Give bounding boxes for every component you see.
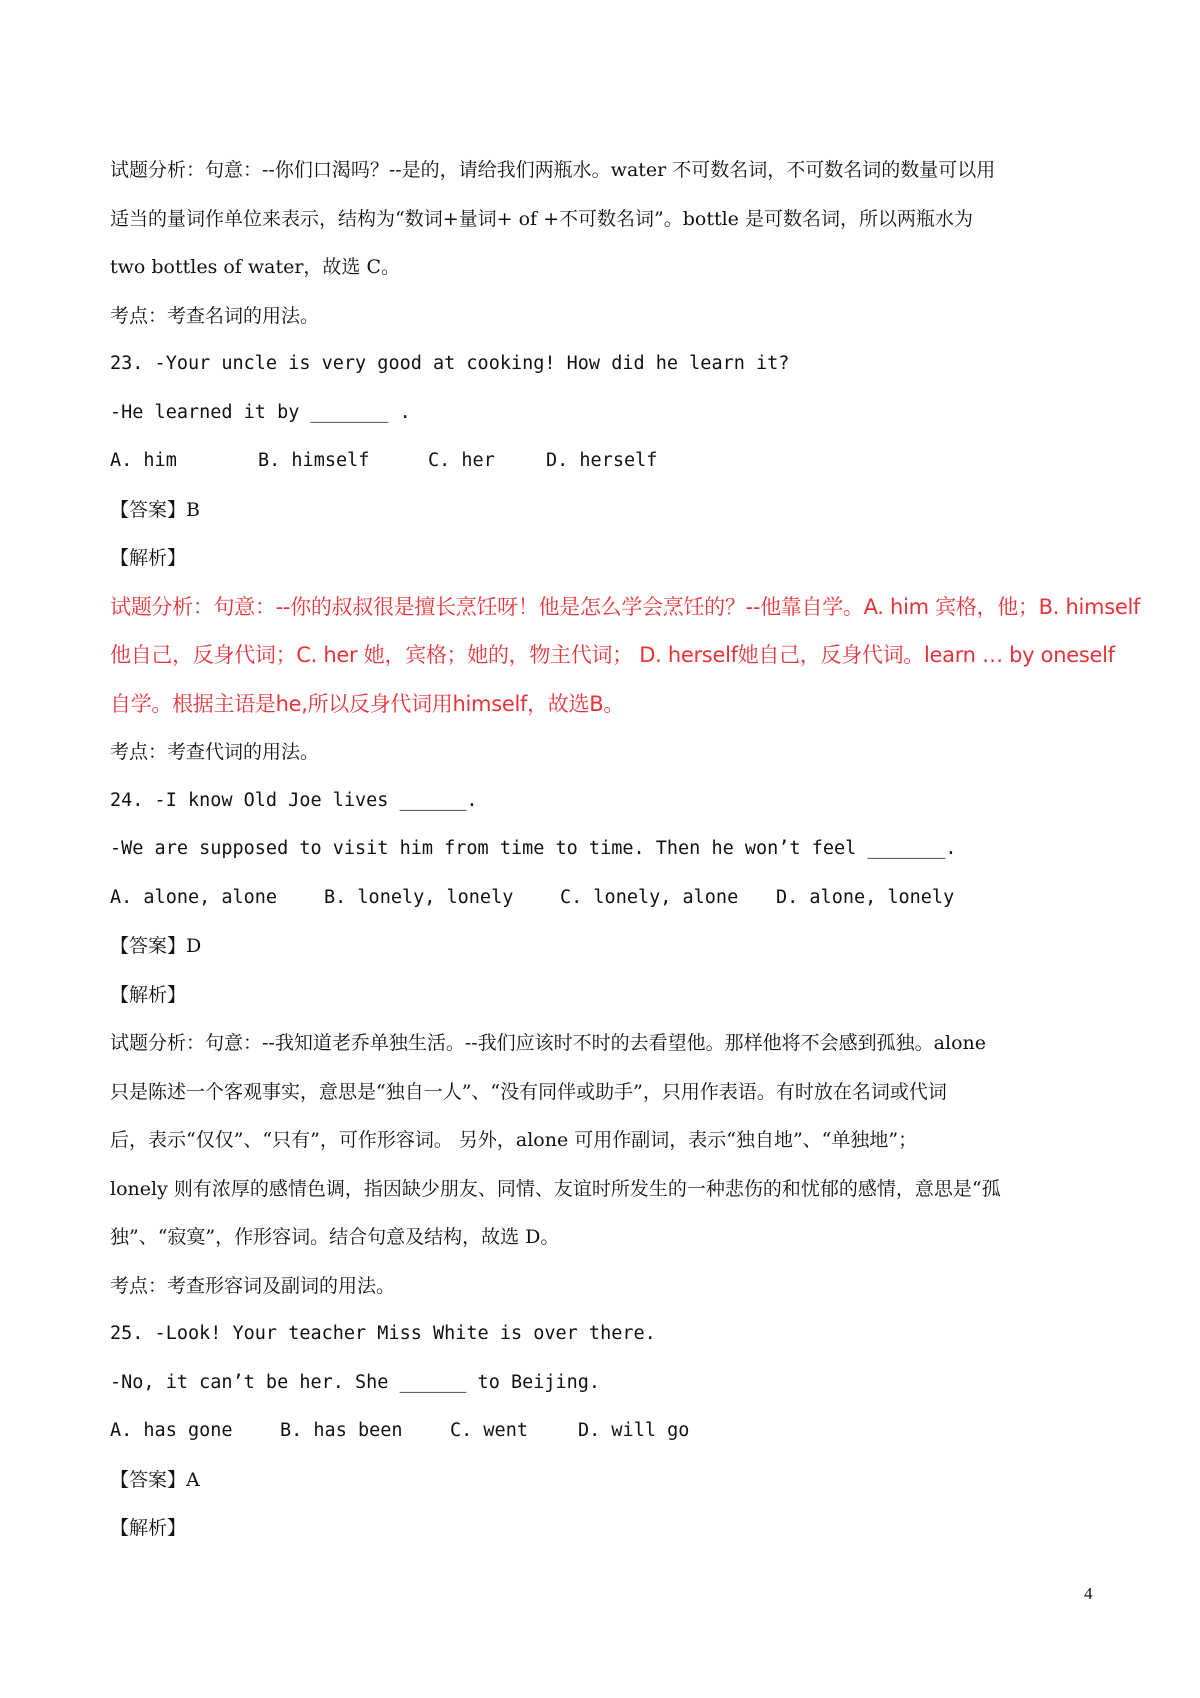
document-body [110, 146, 1141, 1553]
q24-analysis-line-4: lonely 则有浓厚的感情色调，指因缺少朋友、同情、友谊时所发生的一种悲伤的和忧郁的感情，意思是“孤 [110, 1177, 1001, 1200]
q25-option-b: B. has been [280, 1420, 403, 1441]
page-number: 4 [1084, 1584, 1093, 1603]
q23-point: 考点：考查代词的用法。 [110, 741, 320, 763]
q25-option-c: C. went [450, 1420, 528, 1441]
q25-options [110, 1407, 1100, 1456]
q22-analysis-line-3: two bottles of water，故选 C。 [110, 256, 401, 278]
q23-line-2: -He learned it by _______ . [110, 401, 411, 423]
q24-analysis-label: 【解析】 [110, 983, 187, 1006]
q24-analysis-line-1: 试题分析：句意：--我知道老乔单独生活。--我们应该时不时的去看望他。那样他将不会感到孤独。alone [110, 1032, 987, 1054]
q24-option-a: A. alone, alone [110, 886, 278, 908]
q23-option-d: D. herself [546, 450, 658, 471]
q23-analysis-red-line-3: 自学。根据主语是he,所以反身代词用himself，故选B。 [110, 691, 624, 716]
q25-answer: 【答案】A [110, 1468, 200, 1491]
q25-option-a: A. has gone [110, 1420, 233, 1441]
q25-analysis-label: 【解析】 [110, 1517, 187, 1539]
q24-option-b: B. lonely, lonely [324, 886, 514, 908]
q24-option-c: C. lonely, alone [560, 886, 739, 908]
q24-options [110, 874, 1100, 923]
q22-analysis-line-2: 适当的量词作单位来表示，结构为“数词+量词+ of +不可数名词”。bottle 是可数名词，所以两瓶水为 [110, 207, 973, 230]
q24-point: 考点：考查形容词及副词的用法。 [110, 1274, 396, 1297]
q23-analysis-label: 【解析】 [110, 547, 187, 569]
q23-option-c: C. her [428, 450, 495, 471]
q22-analysis-line-1: 试题分析：句意：--你们口渴吗？--是的，请给我们两瓶水。water 不可数名词，不可数名词的数量可以用 [110, 159, 996, 181]
q23-options [110, 437, 1100, 486]
q23-analysis-red-line-1: 试题分析：句意：--你的叔叔很是擅长烹饪呀！他是怎么学会烹饪的？--他靠自学。A. him 宾格，他；B. himself [110, 594, 1141, 619]
q25-line-2: -No, it can’t be her. She ______ to Beijing. [110, 1371, 601, 1393]
q24-analysis-line-5: 独”、“寂寞”，作形容词。结合句意及结构，故选 D。 [110, 1226, 560, 1248]
q23-analysis-red-line-2: 他自己，反身代词；C. her 她，宾格；她的，物主代词； D. herself她自己，反身代词。learn … by oneself [110, 643, 1115, 667]
q25-option-d: D. will go [578, 1420, 690, 1441]
q24-option-d: D. alone, lonely [776, 886, 955, 908]
q22-point: 考点：考查名词的用法。 [110, 304, 320, 327]
q23-answer: 【答案】B [110, 498, 200, 521]
q24-question: 24. -I know Old Joe lives ______. [110, 789, 478, 811]
q25-question: 25. -Look! Your teacher Miss White is over there. [110, 1323, 656, 1344]
q24-analysis-line-2: 只是陈述一个客观事实，意思是“独自一人”、“没有同伴或助手”，只用作表语。有时放在名词或代词 [110, 1080, 947, 1103]
q24-line-2: -We are supposed to visit him from time to time. Then he won’t feel _______. [110, 838, 957, 859]
q24-answer: 【答案】D [110, 935, 202, 957]
q23-option-b: B. himself [258, 450, 370, 471]
q23-option-a: A. him [110, 450, 177, 471]
q24-analysis-line-3: 后，表示“仅仅”、“只有”，可作形容词。 另外，alone 可用作副词，表示“独自地”、“单独地”； [110, 1129, 918, 1151]
q23-question: 23. -Your uncle is very good at cooking! How did he learn it? [110, 353, 790, 374]
